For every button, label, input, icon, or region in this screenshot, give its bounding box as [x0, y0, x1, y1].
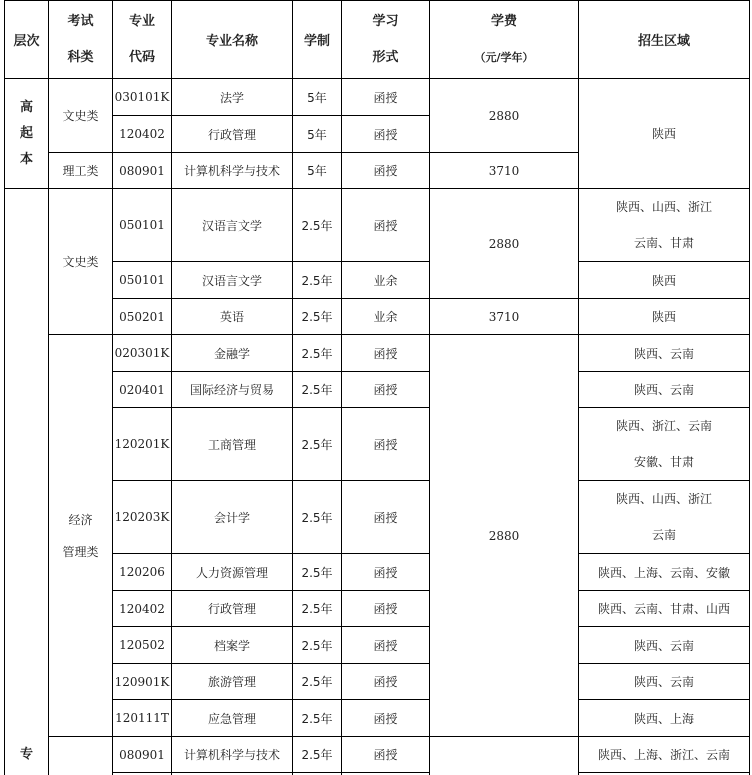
study-mode: 函授 — [342, 700, 430, 737]
study-mode: 函授 — [342, 408, 430, 481]
major-code: 080901 — [113, 153, 172, 189]
major-name: 计算机科学与技术 — [172, 153, 293, 189]
duration: 5年 — [293, 79, 342, 116]
category-ligong-partial — [49, 737, 113, 775]
header-row — [5, 1, 750, 79]
major-name: 法学 — [172, 79, 293, 116]
study-mode: 函授 — [342, 627, 430, 664]
category-wenshi: 文史类 — [49, 79, 113, 153]
major-code: 020401 — [113, 372, 172, 408]
duration: 2.5年 — [293, 372, 342, 408]
major-code: 120502 — [113, 627, 172, 664]
region: 陕西 — [579, 262, 750, 299]
table-row — [5, 335, 750, 372]
study-mode: 业余 — [342, 299, 430, 335]
tuition: 3710 — [430, 299, 579, 335]
table-row — [5, 262, 750, 299]
region: 陕西、上海、云南、安徽 — [579, 554, 750, 591]
major-name: 旅游管理 — [172, 664, 293, 700]
duration: 5年 — [293, 116, 342, 153]
major-name: 档案学 — [172, 627, 293, 664]
duration: 2.5年 — [293, 627, 342, 664]
header-study-mode: 学习 形式 — [342, 1, 430, 79]
duration: 5年 — [293, 153, 342, 189]
region: 陕西、山西、浙江 云南、甘肃 — [579, 189, 750, 262]
study-mode: 函授 — [342, 189, 430, 262]
category-wenshi: 文史类 — [49, 189, 113, 335]
table-row — [5, 591, 750, 627]
category-ligong: 理工类 — [49, 153, 113, 189]
duration: 2.5年 — [293, 481, 342, 554]
duration: 2.5年 — [293, 737, 342, 773]
study-mode: 函授 — [342, 664, 430, 700]
major-name: 金融学 — [172, 335, 293, 372]
table-row — [5, 408, 750, 481]
duration: 2.5年 — [293, 700, 342, 737]
major-code: 050201 — [113, 299, 172, 335]
header-exam-type: 考试 科类 — [49, 1, 113, 79]
header-major-name: 专业名称 — [172, 1, 293, 79]
study-mode: 函授 — [342, 372, 430, 408]
major-code: 120203K — [113, 481, 172, 554]
study-mode: 函授 — [342, 481, 430, 554]
level-zhuan: 专 — [5, 189, 49, 775]
header-duration: 学制 — [293, 1, 342, 79]
study-mode: 函授 — [342, 335, 430, 372]
study-mode: 函授 — [342, 591, 430, 627]
duration: 2.5年 — [293, 664, 342, 700]
header-level: 层次 — [5, 1, 49, 79]
header-major-code: 专业 代码 — [113, 1, 172, 79]
table-row — [5, 372, 750, 408]
region: 陕西、上海、浙江、云南 — [579, 737, 750, 773]
header-tuition: 学费 （元/学年） — [430, 1, 579, 79]
major-code: 050101 — [113, 189, 172, 262]
tuition: 2880 — [430, 79, 579, 153]
table-row — [5, 299, 750, 335]
tuition-partial — [430, 737, 579, 775]
study-mode: 业余 — [342, 262, 430, 299]
tuition: 2880 — [430, 189, 579, 299]
study-mode: 函授 — [342, 737, 430, 773]
region: 陕西、上海 — [579, 700, 750, 737]
major-code: 120206 — [113, 554, 172, 591]
major-name: 英语 — [172, 299, 293, 335]
region: 陕西、云南、甘肃、山西 — [579, 591, 750, 627]
region: 陕西 — [579, 299, 750, 335]
table-row — [5, 700, 750, 737]
enrollment-table — [4, 0, 750, 775]
duration: 2.5年 — [293, 591, 342, 627]
tuition: 2880 — [430, 335, 579, 737]
major-code: 030101K — [113, 79, 172, 116]
major-code: 120901K — [113, 664, 172, 700]
duration: 2.5年 — [293, 299, 342, 335]
region: 陕西、山西、浙江 云南 — [579, 481, 750, 554]
major-code: 120402 — [113, 591, 172, 627]
major-name: 行政管理 — [172, 591, 293, 627]
region: 陕西、云南 — [579, 372, 750, 408]
region: 陕西、浙江、云南 安徽、甘肃 — [579, 408, 750, 481]
study-mode: 函授 — [342, 554, 430, 591]
table-row — [5, 481, 750, 554]
table-row — [5, 664, 750, 700]
table-row — [5, 554, 750, 591]
major-code: 050101 — [113, 262, 172, 299]
major-code: 120402 — [113, 116, 172, 153]
major-name: 国际经济与贸易 — [172, 372, 293, 408]
table-row — [5, 627, 750, 664]
header-region: 招生区域 — [579, 1, 750, 79]
duration: 2.5年 — [293, 408, 342, 481]
region: 陕西 — [579, 79, 750, 189]
major-name: 工商管理 — [172, 408, 293, 481]
duration: 2.5年 — [293, 554, 342, 591]
major-code: 080901 — [113, 737, 172, 773]
study-mode: 函授 — [342, 116, 430, 153]
tuition: 3710 — [430, 153, 579, 189]
table-row — [5, 189, 750, 262]
table-row — [5, 79, 750, 116]
major-name: 计算机科学与技术 — [172, 737, 293, 773]
duration: 2.5年 — [293, 189, 342, 262]
major-code: 120201K — [113, 408, 172, 481]
region: 陕西、云南 — [579, 627, 750, 664]
major-code: 120111T — [113, 700, 172, 737]
region: 陕西、云南 — [579, 335, 750, 372]
category-jingji: 经济 管理类 — [49, 335, 113, 737]
table-row — [5, 737, 750, 773]
duration: 2.5年 — [293, 262, 342, 299]
major-name: 人力资源管理 — [172, 554, 293, 591]
level-gaoqiben: 高 起 本 — [5, 79, 49, 189]
major-name: 行政管理 — [172, 116, 293, 153]
duration: 2.5年 — [293, 335, 342, 372]
major-code: 020301K — [113, 335, 172, 372]
major-name: 应急管理 — [172, 700, 293, 737]
major-name: 会计学 — [172, 481, 293, 554]
major-name: 汉语言文学 — [172, 262, 293, 299]
major-name: 汉语言文学 — [172, 189, 293, 262]
region: 陕西、云南 — [579, 664, 750, 700]
study-mode: 函授 — [342, 79, 430, 116]
study-mode: 函授 — [342, 153, 430, 189]
